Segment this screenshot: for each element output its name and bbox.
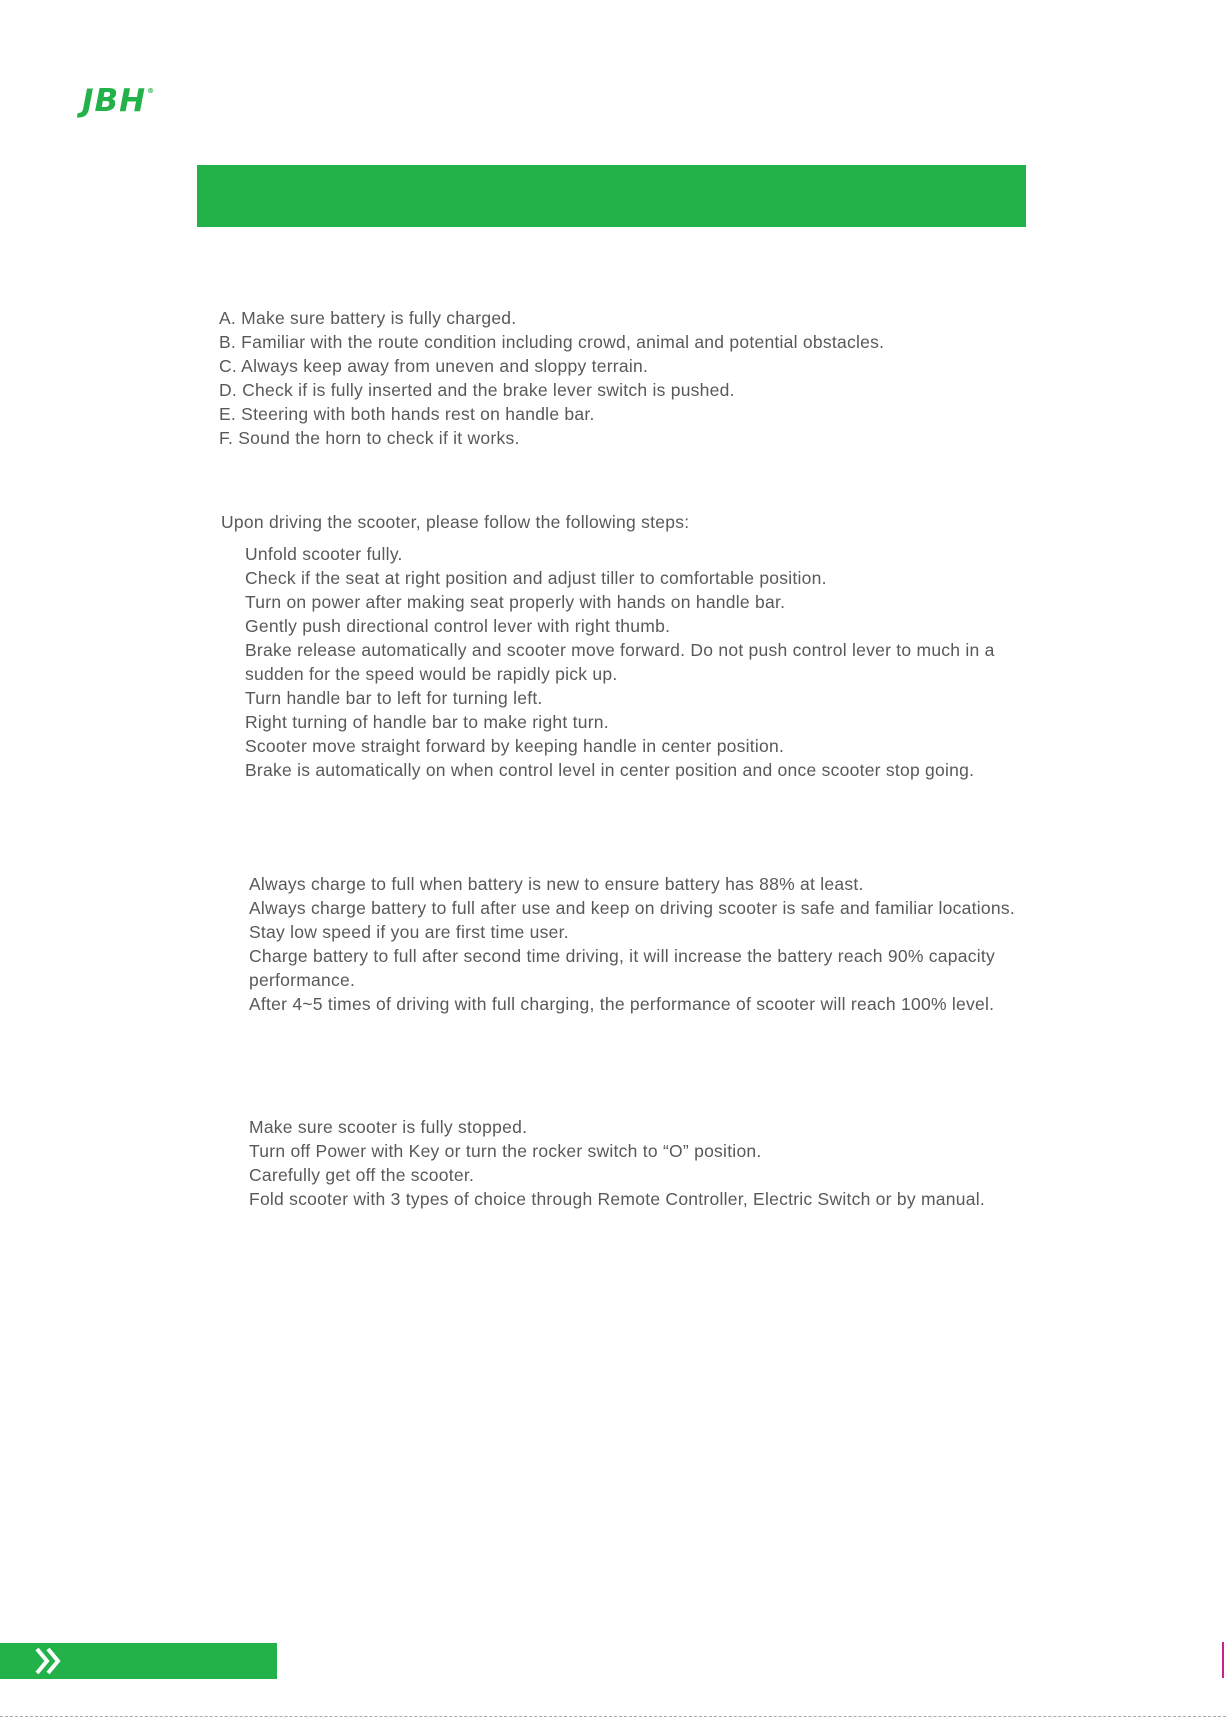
- driving-intro: [221, 510, 689, 534]
- checklist-item: E. Steering with both hands rest on handle bar.: [219, 404, 595, 424]
- logo-text: JBH: [82, 83, 147, 119]
- driving-step: Unfold scooter fully.: [245, 544, 403, 564]
- battery-tips: [249, 872, 1028, 1016]
- checklist-item: C. Always keep away from uneven and sloppy terrain.: [219, 356, 649, 376]
- battery-tip: Always charge to full when battery is new to ensure battery has 88% at least.: [249, 874, 864, 894]
- pre-drive-checklist: [219, 306, 884, 450]
- battery-tip: Always charge battery to full after use and keep on driving scooter is safe and familiar locations. Stay low speed if you are first time user.: [249, 898, 1015, 942]
- checklist-item: D. Check if is fully inserted and the brake lever switch is pushed.: [219, 380, 735, 400]
- page-edge-marker: [1222, 1642, 1224, 1678]
- stopping-step: Carefully get off the scooter.: [249, 1165, 475, 1185]
- section-header-bar: [197, 165, 1026, 227]
- brand-logo: [82, 83, 156, 119]
- stopping-step: Make sure scooter is fully stopped.: [249, 1117, 528, 1137]
- driving-step: Right turning of handle bar to make right turn.: [245, 712, 609, 732]
- driving-step: Scooter move straight forward by keeping handle in center position.: [245, 736, 785, 756]
- stopping-steps: [249, 1115, 1028, 1211]
- battery-tip: Charge battery to full after second time driving, it will increase the battery reach 90% capacity performance.: [249, 946, 995, 990]
- driving-step: Brake is automatically on when control level in center position and once scooter stop going.: [245, 760, 975, 780]
- driving-step: Turn on power after making seat properly with hands on handle bar.: [245, 592, 786, 612]
- checklist-item: A. Make sure battery is fully charged.: [219, 308, 517, 328]
- double-chevron-right-icon: [34, 1645, 64, 1677]
- stopping-step: Fold scooter with 3 types of choice through Remote Controller, Electric Switch or by manual.: [249, 1189, 985, 1209]
- driving-intro-text: Upon driving the scooter, please follow the following steps:: [221, 512, 690, 532]
- driving-step: Gently push directional control lever with right thumb.: [245, 616, 671, 636]
- registered-mark: ®: [147, 87, 156, 95]
- checklist-item: F. Sound the horn to check if it works.: [219, 428, 520, 448]
- checklist-item: B. Familiar with the route condition including crowd, animal and potential obstacles.: [219, 332, 885, 352]
- driving-step: Turn handle bar to left for turning left.: [245, 688, 543, 708]
- page-bottom-dashed-line: [0, 1716, 1226, 1717]
- driving-step: Check if the seat at right position and adjust tiller to comfortable position.: [245, 568, 827, 588]
- battery-tip: After 4~5 times of driving with full charging, the performance of scooter will reach 100% level.: [249, 994, 995, 1014]
- driving-step: Brake release automatically and scooter move forward. Do not push control lever to much in a sudden for the speed would be rapidly pick up.: [245, 640, 995, 684]
- stopping-step: Turn off Power with Key or turn the rocker switch to “O” position.: [249, 1141, 762, 1161]
- driving-steps: [245, 542, 1028, 782]
